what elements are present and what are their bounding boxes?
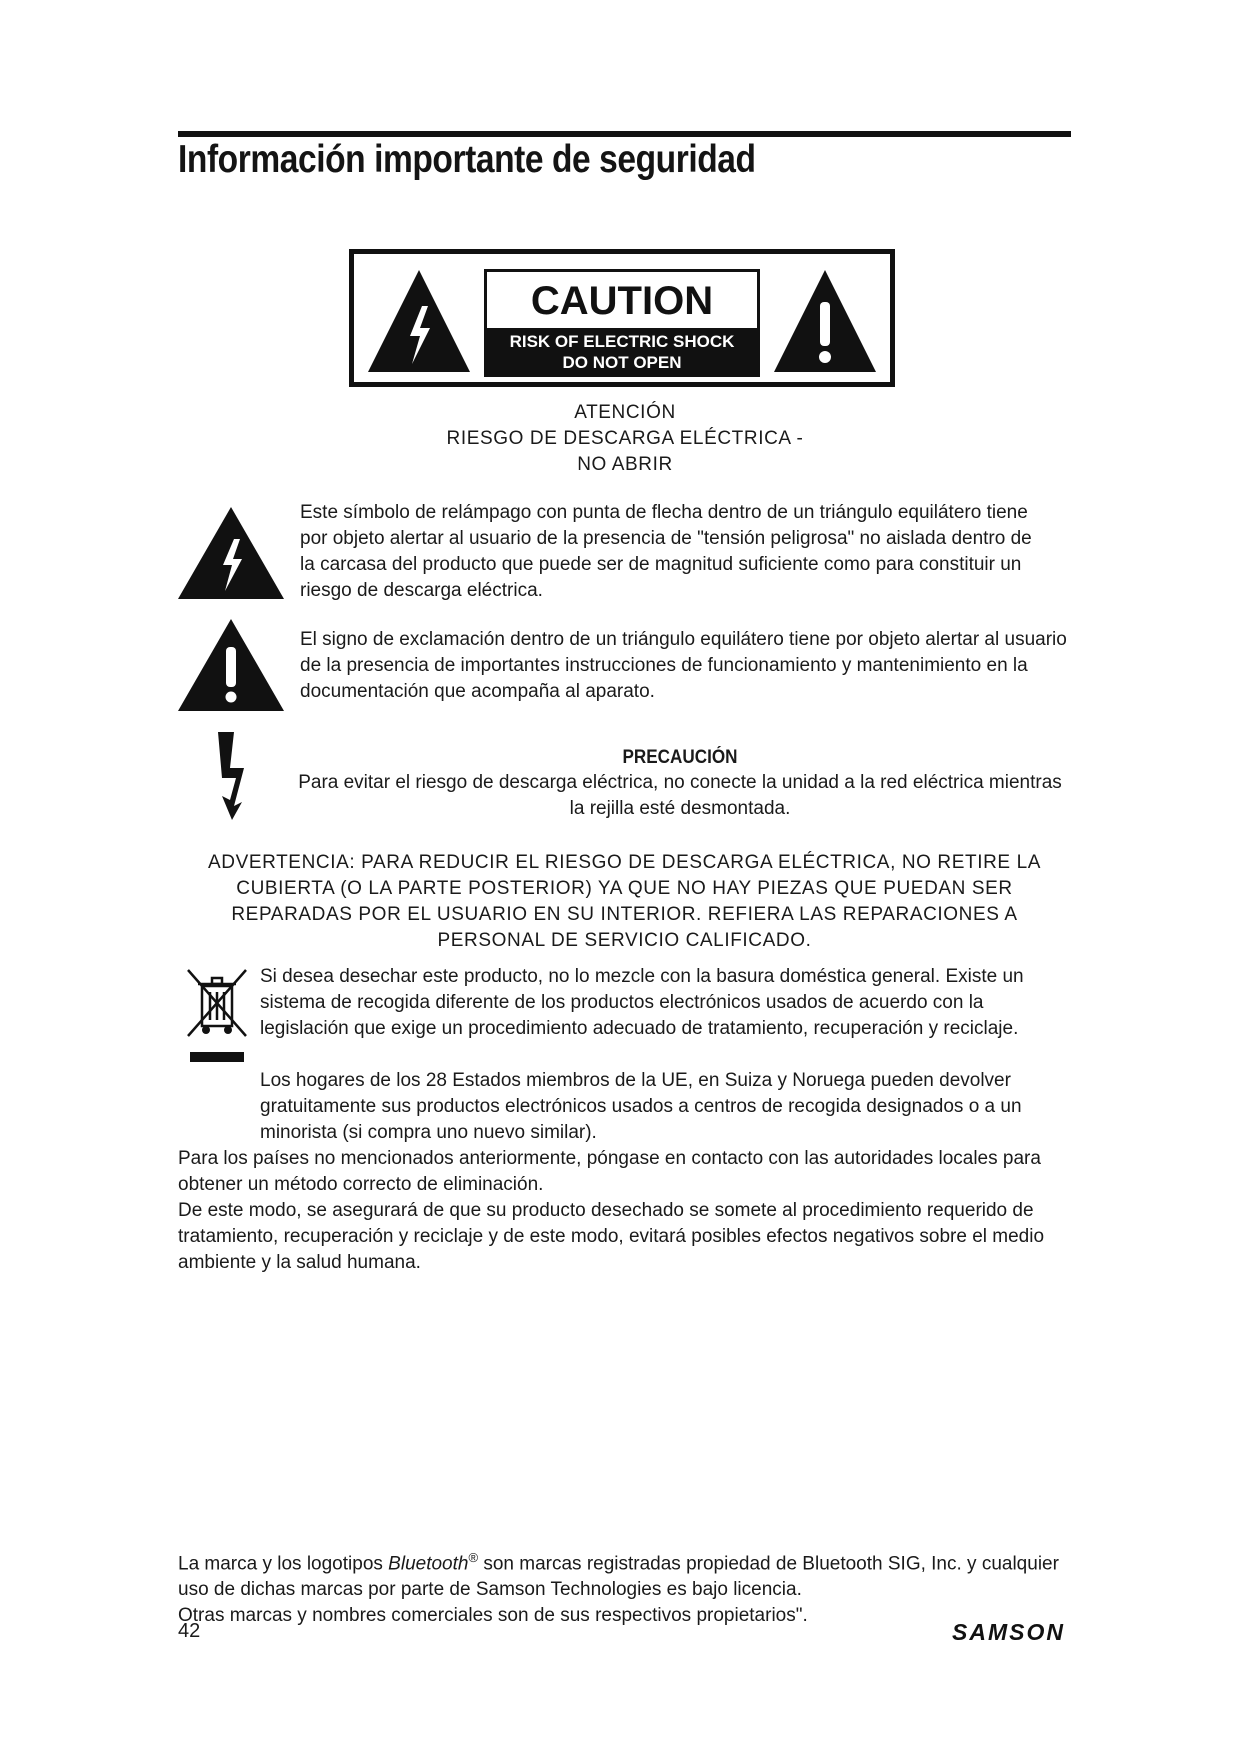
page-title: Información importante de seguridad xyxy=(178,138,756,181)
disposal-paragraph-1: Los hogares de los 28 Estados miembros de la UE, en Suiza y Noruega pueden devolver gratuitamente sus productos electrónicos usados a centros de recogida designados o a un minorista (si compra uno nuevo similar). xyxy=(260,1070,1022,1143)
disposal-paragraph-2: Para los países no mencionados anteriormente, póngase en contacto con las autoridades locales para obtener un método correcto de eliminación. xyxy=(178,1148,1041,1195)
title-rule xyxy=(178,131,1071,137)
lightning-triangle-icon xyxy=(176,505,286,601)
samson-logo: SAMSON xyxy=(952,1619,1065,1645)
legal-other-trademarks: Otras marcas y nombres comerciales son de sus respectivos propietarios". xyxy=(178,1605,808,1627)
exclamation-triangle-icon xyxy=(176,617,286,713)
caution-line-1: RISK OF ELECTRIC SHOCK xyxy=(509,332,735,351)
atencion-line-2: RIESGO DE DESCARGA ELÉCTRICA - xyxy=(446,428,804,449)
atencion-line-1: ATENCIÓN xyxy=(574,402,676,423)
atencion-line-3: NO ABRIR xyxy=(577,454,673,475)
footer-legal xyxy=(178,1545,1071,1629)
bluetooth-word: Bluetooth xyxy=(388,1553,469,1575)
caution-word: CAUTION xyxy=(530,279,714,323)
disposal-body xyxy=(178,1068,1071,1276)
exclamation-triangle-icon xyxy=(770,266,880,376)
caution-subtext xyxy=(487,328,757,374)
caution-label xyxy=(349,249,895,387)
legal-trademark-text xyxy=(178,1545,1071,1603)
caution-text-block xyxy=(484,269,760,377)
crossed-out-bin-icon xyxy=(184,966,250,1046)
caution-line-2: DO NOT OPEN xyxy=(562,353,682,372)
weee-bar xyxy=(190,1052,244,1062)
exclamation-symbol-text: El signo de exclamación dentro de un triángulo equilátero tiene por objeto alertar al usuario de la presencia de importantes instrucciones de funcionamiento y mantenimiento en la documentación que acompaña al aparato. xyxy=(300,629,1067,702)
warning-text: ADVERTENCIA: PARA REDUCIR EL RIESGO DE DESCARGA ELÉCTRICA, NO RETIRE LA CUBIERTA (O LA PARTE POSTERIOR) YA QUE NO HAY PIEZAS QUE PUEDAN SER REPARADAS POR EL USUARIO EN SU INTERIOR. REFIERA LAS REPARACIONES A PERSONAL DE SERVICIO CALIFICADO. xyxy=(207,852,1042,951)
precaucion-title: PRECAUCIÓN xyxy=(622,747,738,768)
disposal-intro-text: Si desea desechar este producto, no lo mezcle con la basura doméstica general. Existe un sistema de recogida diferente de los productos electrónicos usados de acuerdo con la legislación que exige un procedimiento adecuado de tratamiento, recuperación y reciclaje. xyxy=(260,966,1024,1039)
page-number: 42 xyxy=(178,1620,201,1642)
legal-text-before: La marca y los logotipos xyxy=(178,1553,389,1575)
registered-mark: ® xyxy=(468,1550,479,1565)
lightning-bolt-icon xyxy=(214,732,250,820)
precaucion-text: Para evitar el riesgo de descarga eléctrica, no conecte la unidad a la red eléctrica mientras la rejilla esté desmontada. xyxy=(298,772,1062,819)
disposal-paragraph-3: De este modo, se asegurará de que su producto desechado se somete al procedimiento requerido de tratamiento, recuperación y reciclaje y de este modo, evitará posibles efectos negativos sobre el medio ambiente y la salud humana. xyxy=(178,1200,1045,1273)
atencion-block xyxy=(330,400,920,478)
lightning-triangle-icon xyxy=(364,266,474,376)
legal-text-after: son marcas registradas propiedad de Bluetooth SIG, Inc. y cualquier uso de dichas marcas por parte de Samson Technologies es bajo licencia. xyxy=(178,1553,1059,1601)
lightning-symbol-text: Este símbolo de relámpago con punta de flecha dentro de un triángulo equilátero tiene por objeto alertar al usuario de la presencia de "tensión peligrosa" no aislada dentro de la carcasa del producto que puede ser de magnitud suficiente como para constituir un riesgo de descarga eléctrica. xyxy=(300,502,1032,601)
